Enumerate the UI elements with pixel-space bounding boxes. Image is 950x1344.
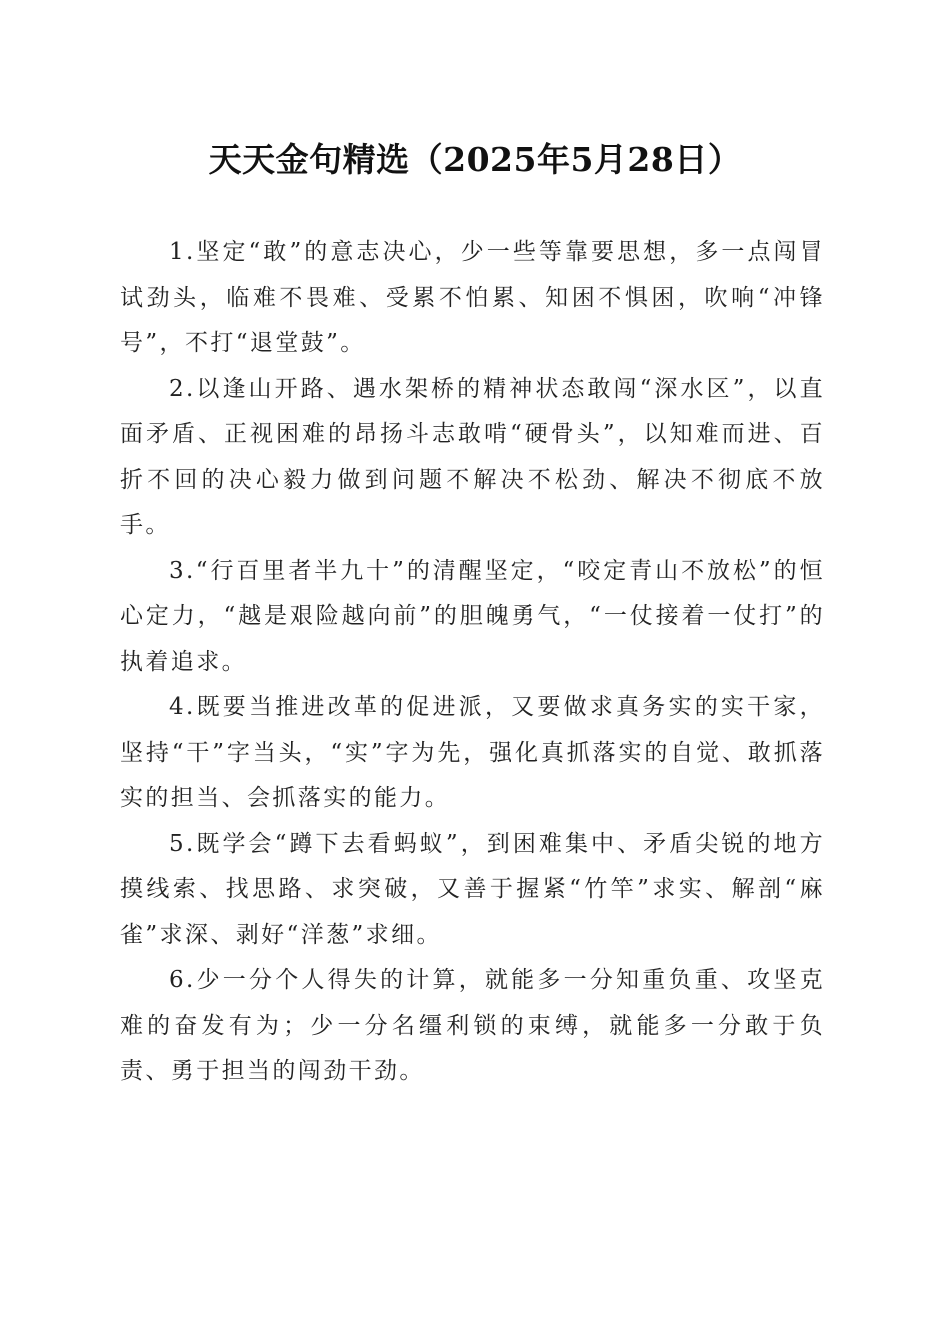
quote-paragraph-5: 5.既学会“蹲下去看蚂蚁”，到困难集中、矛盾尖锐的地方摸线索、找思路、求突破，又善于握紧“竹竿”求实、解剖“麻雀”求深、剥好“洋葱”求细。 bbox=[120, 830, 825, 948]
quote-paragraph-2: 2.以逢山开路、遇水架桥的精神状态敢闯“深水区”，以直面矛盾、正视困难的昂扬斗志敢啃“硬骨头”，以知难而进、百折不回的决心毅力做到问题不解决不松劲、解决不彻底不放手。 bbox=[120, 375, 825, 538]
quote-paragraph-6: 6.少一分个人得失的计算，就能多一分知重负重、攻坚克难的奋发有为；少一分名缰利锁的束缚，就能多一分敢于负责、勇于担当的闯劲干劲。 bbox=[120, 967, 825, 1084]
quote-paragraph-3: 3.“行百里者半九十”的清醒坚定，“咬定青山不放松”的恒心定力，“越是艰险越向前”的胆魄勇气，“一仗接着一仗打”的执着追求。 bbox=[120, 557, 825, 675]
quote-paragraph-4: 4.既要当推进改革的促进派，又要做求真务实的实干家，坚持“干”字当头，“实”字为先，强化真抓落实的自觉、敢抓落实的担当、会抓落实的能力。 bbox=[120, 694, 825, 811]
document-title: 天天金句精选（2025年5月28日） bbox=[208, 140, 742, 179]
document-body bbox=[120, 230, 825, 1095]
quote-paragraph-1: 1.坚定“敢”的意志决心，少一些等靠要思想，多一点闯冒试劲头，临难不畏难、受累不怕累、知困不惧困，吹响“冲锋号”，不打“退堂鼓”。 bbox=[120, 239, 825, 356]
